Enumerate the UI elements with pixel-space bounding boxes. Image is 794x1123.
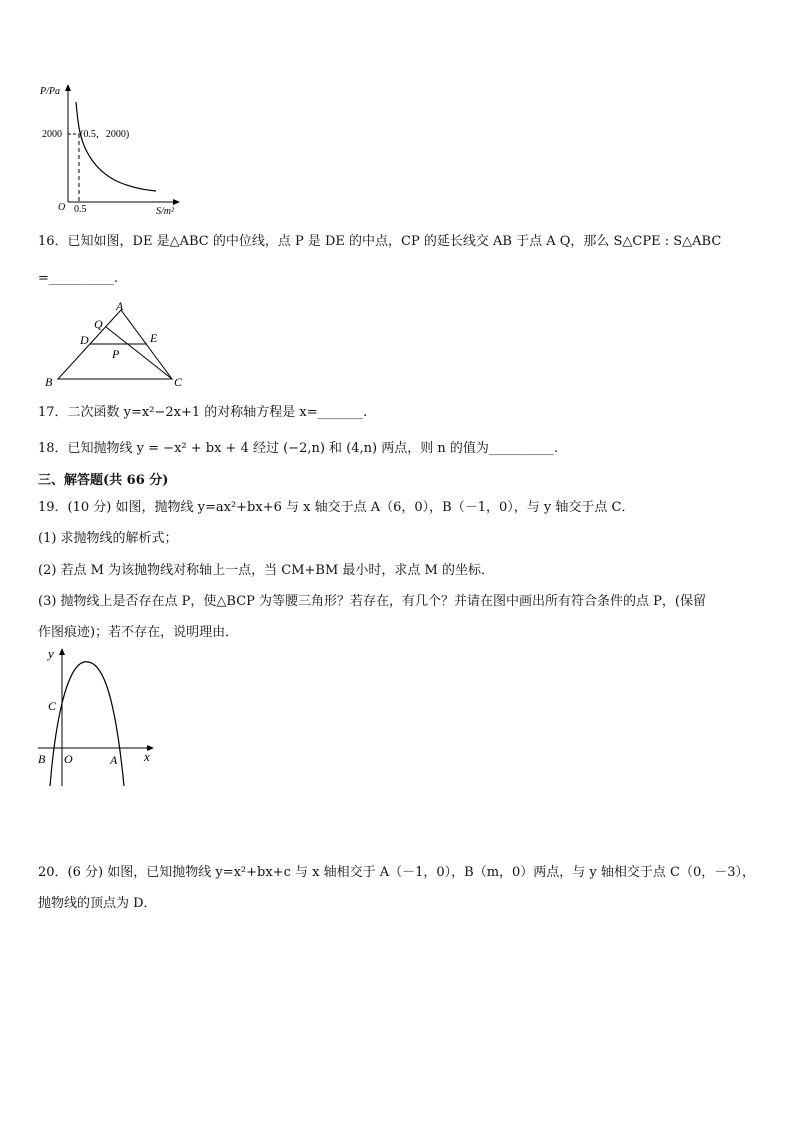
label-d: D: [80, 333, 89, 347]
label-e: E: [150, 331, 158, 345]
label-p: P: [112, 347, 120, 361]
label-b: B: [45, 375, 53, 389]
q19-part1: (1) 求抛物线的解析式；: [38, 531, 178, 546]
q19-intro: 19．(10 分) 如图，抛物线 y=ax²+bx+6 与 x 轴交于点 A（6，0），B（－1，0），与 y 轴交于点 C．: [38, 500, 635, 515]
triangle-figure: [40, 298, 200, 392]
label-q: Q: [94, 317, 103, 331]
q19-part3-line1: (3) 抛物线上是否存在点 P，使△BCP 为等腰三角形？若存在，有几个？并请在图中画出所有符合条件的点 P，(保留: [38, 594, 706, 609]
y-axis-arrow: [65, 84, 71, 91]
label-c: C: [48, 699, 57, 713]
pressure-area-graph: [36, 80, 186, 220]
inverse-curve: [76, 102, 156, 191]
q16-text: 16．已知如图，DE 是△ABC 的中位线，点 P 是 DE 的中点，CP 的延长线交 AB 于点 A Q，那么 S△CPE : S△ABC: [38, 234, 722, 249]
label-o: O: [64, 752, 73, 766]
q19-part3-line2: 作图痕迹)；若不存在，说明理由．: [38, 625, 239, 640]
y-tick-label: 2000: [42, 129, 62, 140]
x-tick-label: 0.5: [74, 204, 87, 215]
section-3-title: 三、解答题(共 66 分): [38, 473, 169, 488]
y-axis-arrow: [59, 648, 65, 655]
q19-part2: (2) 若点 M 为该抛物线对称轴上一点，当 CM+BM 最小时，求点 M 的坐标．: [38, 563, 494, 578]
x-axis-arrow: [173, 199, 180, 205]
label-b: B: [38, 752, 46, 766]
parabola-figure: [34, 644, 164, 792]
q17-text: 17．二次函数 y=x²−2x+1 的对称轴方程是 x=_______.: [38, 405, 368, 420]
parabola-curve: [50, 662, 124, 786]
label-a: A: [110, 753, 118, 767]
q16-answer-line: =__________.: [38, 271, 119, 286]
x-axis-label: S/m²: [156, 206, 174, 217]
label-y: y: [48, 646, 54, 661]
point-label: (0.5，2000): [80, 129, 130, 140]
label-x: x: [144, 749, 150, 764]
label-c: C: [174, 375, 183, 389]
label-a: A: [116, 299, 124, 313]
q18-text: 18．已知抛物线 y = −x² + bx + 4 经过 (−2,n) 和 (4,n) 两点，则 n 的值为__________.: [38, 441, 559, 456]
y-axis-label: P/Pa: [40, 86, 60, 97]
origin-label: O: [58, 202, 66, 213]
q20-line2: 抛物线的顶点为 D．: [38, 896, 157, 911]
q20-line1: 20．(6 分) 如图，已知抛物线 y=x²+bx+c 与 x 轴相交于 A（－1，0），B（m，0）两点，与 y 轴相交于点 C（0，－3），: [38, 865, 756, 880]
